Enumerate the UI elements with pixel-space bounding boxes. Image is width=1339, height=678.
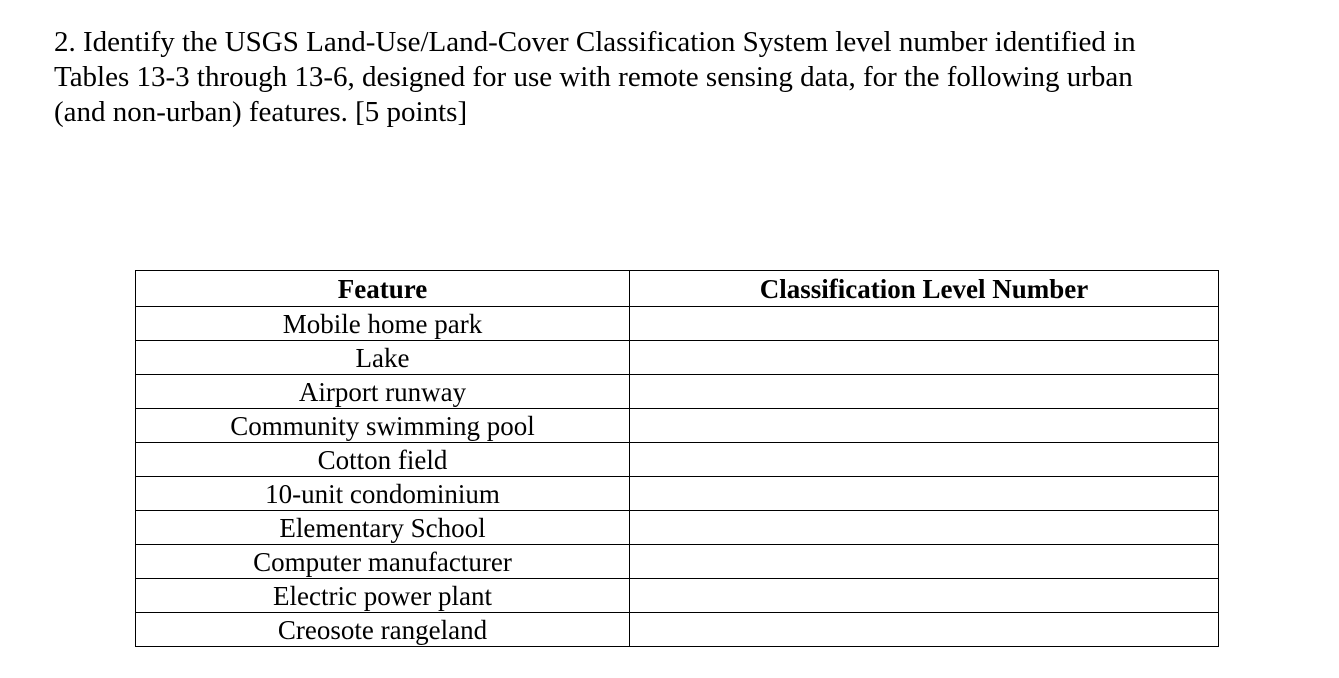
table-row (136, 307, 1219, 341)
question-line: (and non-urban) features. [5 points] (54, 96, 468, 128)
feature-cell: Mobile home park (136, 307, 630, 341)
level-cell[interactable] (630, 477, 1219, 511)
feature-cell: Creosote rangeland (136, 613, 630, 647)
table-row (136, 341, 1219, 375)
level-cell[interactable] (630, 443, 1219, 477)
table-row (136, 443, 1219, 477)
table-row (136, 613, 1219, 647)
question-line: Tables 13-3 through 13-6, designed for use with remote sensing data, for the following urban (54, 61, 1133, 93)
feature-cell: Elementary School (136, 511, 630, 545)
feature-cell: Airport runway (136, 375, 630, 409)
level-cell[interactable] (630, 341, 1219, 375)
feature-cell: Community swimming pool (136, 409, 630, 443)
level-cell[interactable] (630, 375, 1219, 409)
level-cell[interactable] (630, 545, 1219, 579)
level-cell[interactable] (630, 511, 1219, 545)
table-header-row (136, 271, 1219, 307)
level-cell[interactable] (630, 409, 1219, 443)
level-cell[interactable] (630, 579, 1219, 613)
feature-cell: Electric power plant (136, 579, 630, 613)
table-row (136, 545, 1219, 579)
classification-table (135, 270, 1219, 647)
header-feature: Feature (136, 271, 630, 307)
header-classification-level: Classification Level Number (630, 271, 1219, 307)
question-line: 2. Identify the USGS Land-Use/Land-Cover Classification System level number identified in (54, 26, 1136, 58)
table-row (136, 477, 1219, 511)
table-row (136, 409, 1219, 443)
table-row (136, 511, 1219, 545)
level-cell[interactable] (630, 613, 1219, 647)
feature-cell: 10-unit condominium (136, 477, 630, 511)
level-cell[interactable] (630, 307, 1219, 341)
feature-cell: Computer manufacturer (136, 545, 630, 579)
table-row (136, 375, 1219, 409)
question-text (54, 25, 1274, 130)
feature-cell: Cotton field (136, 443, 630, 477)
table-row (136, 579, 1219, 613)
feature-cell: Lake (136, 341, 630, 375)
